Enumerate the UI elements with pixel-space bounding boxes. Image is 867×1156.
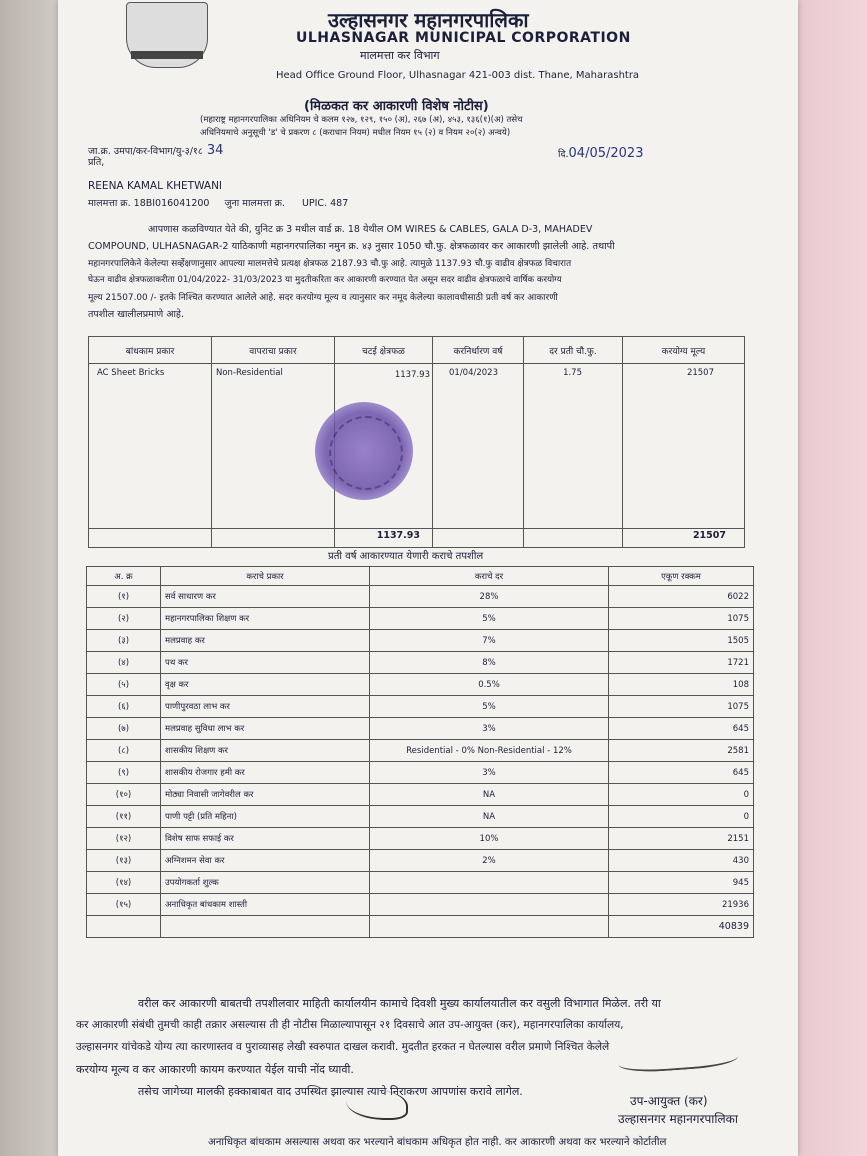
tax-type-cell: उपयोगकर्ता शुल्क (161, 872, 370, 894)
property-number: मालमत्ता क्र. 18BI016041200 जुना मालमत्ता क्र. UPIC. 487 (88, 198, 349, 209)
table-row (87, 652, 754, 674)
header-serial-no: अ. क्र (87, 567, 161, 586)
background-right (797, 0, 867, 1156)
tax-type-cell: मोठ्या निवासी जागेवरील कर (161, 784, 370, 806)
table-total-row (89, 529, 745, 548)
grand-total-row (87, 916, 754, 938)
tax-rate-cell: 8% (370, 652, 609, 674)
tax-details-table (86, 566, 754, 938)
serial-no-cell: (१०) (87, 784, 161, 806)
table-row (87, 630, 754, 652)
tax-rate-cell: NA (370, 784, 609, 806)
tax-amount-cell: 1721 (609, 652, 754, 674)
corporation-name-english: ULHASNAGAR MUNICIPAL CORPORATION (296, 30, 631, 46)
office-address: Head Office Ground Floor, Ulhasnagar 421-003 dist. Thane, Maharashtra (276, 70, 640, 81)
table-row (87, 696, 754, 718)
tax-rate-cell: 0.5% (370, 674, 609, 696)
tax-rate-cell: NA (370, 806, 609, 828)
header-total-amount: एकूण रक्कम (609, 567, 754, 586)
tax-table-caption: प्रती वर्ष आकारण्यात येणारी कराचे तपशील (328, 551, 484, 562)
corporation-emblem-logo (126, 2, 208, 68)
tax-type-cell: शासकीय रोजगार हमी कर (161, 762, 370, 784)
tax-amount-cell: 645 (609, 718, 754, 740)
tax-type-cell: पथ कर (161, 652, 370, 674)
tax-type-cell: पाणी पट्टी (प्रति महिना) (161, 806, 370, 828)
tax-rate-cell: 2% (370, 850, 609, 872)
tax-rate-cell: 28% (370, 586, 609, 608)
tax-amount-cell: 1505 (609, 630, 754, 652)
tax-type-cell: अनाधिकृत बांधकाम शास्ती (161, 894, 370, 916)
serial-no-cell: (२) (87, 608, 161, 630)
table-row (87, 828, 754, 850)
tax-rate-cell: 3% (370, 718, 609, 740)
header-tax-rate: कराचे दर (370, 567, 609, 586)
serial-no-cell: (१) (87, 586, 161, 608)
total-area: 1137.93 (335, 529, 433, 548)
tax-amount-cell: 1075 (609, 696, 754, 718)
serial-no-cell: (८) (87, 740, 161, 762)
header-carpet-area: चटई क्षेत्रफळ (335, 337, 433, 364)
taxable-value-cell: 21507 (623, 364, 745, 529)
tax-amount-cell: 645 (609, 762, 754, 784)
reference-number: जा.क्र. उमपा/कर-विभाग/यु-३/१८ 34 (88, 143, 224, 158)
serial-no-cell: (१४) (87, 872, 161, 894)
tax-amount-cell: 21936 (609, 894, 754, 916)
law-reference-line-1: (महाराष्ट्र महानगरपालिका अधिनियम चे कलम १२७, १२९, १५० (अ), २६७ (अ), ४५३, १३६(१)(अ) तसेच (200, 115, 523, 125)
usage-type-cell: Non-Residential (212, 364, 335, 529)
table-row (87, 740, 754, 762)
table-row (87, 872, 754, 894)
tax-type-cell: मलप्रवाह सुविधा लाभ कर (161, 718, 370, 740)
tax-rate-cell: 3% (370, 762, 609, 784)
table-row (87, 762, 754, 784)
tax-type-cell: सर्व साधारण कर (161, 586, 370, 608)
tax-amount-cell: 0 (609, 784, 754, 806)
tax-amount-cell: 430 (609, 850, 754, 872)
corporation-name-marathi: उल्हासनगर महानगरपालिका (328, 8, 529, 32)
grand-total-amount: 40839 (609, 916, 754, 938)
tax-amount-cell: 6022 (609, 586, 754, 608)
construction-type-cell: AC Sheet Bricks (89, 364, 212, 529)
serial-no-cell: (९) (87, 762, 161, 784)
carpet-area-cell: 1137.93 (335, 364, 433, 529)
serial-no-cell: (११) (87, 806, 161, 828)
table-row (87, 784, 754, 806)
notice-title: (मिळकत कर आकारणी विशेष नोटीस) (304, 99, 489, 114)
tax-rate-cell: Residential - 0% Non-Residential - 12% (370, 740, 609, 762)
tax-type-cell: विशेष साफ सफाई कर (161, 828, 370, 850)
tax-amount-cell: 2581 (609, 740, 754, 762)
serial-no-cell: (५) (87, 674, 161, 696)
serial-no-cell: (३) (87, 630, 161, 652)
header-rate-per-sqft: दर प्रती चौ.फु. (524, 337, 623, 364)
tax-rate-cell (370, 872, 609, 894)
tax-rate-cell: 10% (370, 828, 609, 850)
tax-type-cell: वृक्ष कर (161, 674, 370, 696)
tax-rate-cell: 7% (370, 630, 609, 652)
header-assessment-year: करनिर्धारण वर्ष (433, 337, 524, 364)
table-row (87, 586, 754, 608)
total-taxable-value: 21507 (623, 529, 745, 548)
addressee-prefix: प्रति, (88, 157, 105, 168)
tax-rate-cell (370, 894, 609, 916)
serial-no-cell: (६) (87, 696, 161, 718)
header-tax-type: कराचे प्रकार (161, 567, 370, 586)
table-row (87, 718, 754, 740)
tax-type-cell: अग्निशमन सेवा कर (161, 850, 370, 872)
table-row (87, 894, 754, 916)
signatory-organization: उल्हासनगर महानगरपालिका (618, 1112, 738, 1126)
law-reference-line-2: अधिनियमाचे अनुसूची 'ड' चे प्रकरण ८ (कराधान नियम) मधील नियम १५ (२) व नियम २०(२) अन्वये) (200, 128, 511, 138)
tax-type-cell: शासकीय शिक्षण कर (161, 740, 370, 762)
rate-cell: 1.75 (524, 364, 623, 529)
notice-document: उल्हासनगर महानगरपालिका ULHASNAGAR MUNICIPAL CORPORATION मालमत्ता कर विभाग Head Office Ground Floor, Ulhasnagar 421-003 dist. Thane, Maharashtra (मिळकत कर आकारणी विशेष नोटीस) (महाराष्ट्र महानगरपालिका अधिनियम चे कलम १२७, १२९, १५० (अ), २६७ (अ), ४५३, १३६(१)(अ) तसेच अधिनियमाचे अनुसूची 'ड' चे प्रकरण ८ (कराधान नियम) मधील नियम १५ (२) व नियम २०(२) अन्वये) जा.क्र. उमपा/कर-विभाग/यु-३/१८ 34 दि.04/05/2023 प्रति, REENA KAMAL KHETWANI मालमत्ता क्र. 18BI016041200 जुना मालमत्ता क्र. UPIC. 487 आपणास कळविण्यात येते की, युनिट क्र 3 मधील वार्ड क्र. 18 येथील OM WIRES & CABLES, GALA D-3, MAHADEV COMPOUND, ULHASNAGAR-2 याठिकाणी महानगरपालिका नमुन क्र. ४३ नुसार 1050 चौ.फु. क्षेत्रफळावर कर आकारणी झालेली आहे. तथापी महानगरपालिकेने केलेल्या सर्व्हेक्षणानुसार आपल्या मालमत्तेचे प्रत्यक्ष क्षेत्रफळ 2187.93 चौ.फु आहे. त्यामुळे 1137.93 चौ.फु वाढीव क्षेत्रफळ विचारात घेऊन वाढीव क्षेत्रफळाकरीता 01/04/2022- 31/03/2023 या मुदतीकरिता कर आकारणी करण्यात येत असून सदर वाढीव क्षेत्रफळाचे वार्षिक करयोग्य मूल्य 21507.00 /- इतके निश्चित करण्यात आलेले आहे. सदर करयोग्य मूल्य व त्यानुसार कर नमूद केलेल्या कालावधीसाठी प्रती वर्ष कर आकारणी तपशील खालीलप्रमाणे आहे. बांधकाम प्रकार वापराचा प्रकार चटई क्षेत्रफळ करनिर्धारण वर्ष दर प्रती चौ.फु. करयोग्य मूल्य AC Sheet Bricks Non-Residential 1137.93 01/04/2023 1.75 21507 1137.93 21507 प्रती वर्ष आकारण्यात येणारी कराचे तपशील अ. क्र कराचे प्रकार कराचे दर एकूण रक्कम (१) सर्व साधारण कर 28% 6022 (२) महानगरपालिका शिक्षण कर 5% 1075 (३) मलप्रवाह कर 7% 1505 (४) पथ कर 8% 1721 (५) वृक्ष कर 0.5% 108 (६) पाणीपुरवठा लाभ कर 5% 1075 (७) मलप्रवाह सुविधा लाभ कर 3% 645 (८) शासकीय शिक्षण कर Residential - 0% Non-Residential - 12% 2581 (९) शासकीय रोजगार हमी कर 3% 645 (१०) मोठ्या निवासी जागेवरील कर NA 0 (११) पाणी पट्टी (प्रति महिना) NA 0 (१२) विशेष साफ सफाई कर 10% 2151 (१३) अग्निशमन सेवा कर 2% 430 (१४) उपयोगकर्ता शुल्क 945 (१५) अनाधिकृत बांधकाम शास्ती 21936 40839 वरील कर आकारणी बाबतची तपशीलवार माहिती कार्यालयीन कामाचे दिवशी मुख्य कार्यालयातील कर वसुली विभागात मिळेल. तरी या कर आकारणी संबंधी तुमची काही तक्रार असल्यास ती ही नोटीस मिळाल्यापासून २१ दिवसाचे आत उप-आयुक्त (कर), महानगरपालिका कार्यालय, उल्हासनगर यांचेकडे योग्य त्या कारणास्तव व पुराव्यासह लेखी स्वरुपात दाखल करावी. मुदतीत हरकत न घेतल्यास वरील प्रमाणे निश्चित केलेले करयोग्य मूल्य व कर आकारणी कायम करण्यात येईल याची नोंद घ्यावी. तसेच जागेच्या मालकी हक्काबाबत वाद उपस्थित झाल्यास त्याचे निराकरण आपणांस करावे लागेल. उप-आयुक्त (कर) उल्हासनगर महानगरपालिका अनाधिकृत बांधकाम असल्यास अथवा कर भरल्याने बांधकाम अधिकृत होत नाही. कर आकारणी अथवा कर भरल्याने कोर्टातील (58, 0, 798, 1156)
table-row (87, 850, 754, 872)
handwritten-mark (346, 1090, 408, 1120)
assessment-year-cell: 01/04/2023 (433, 364, 524, 529)
serial-no-cell: (१२) (87, 828, 161, 850)
header-construction-type: बांधकाम प्रकार (89, 337, 212, 364)
serial-no-cell: (४) (87, 652, 161, 674)
serial-no-cell: (७) (87, 718, 161, 740)
header-usage-type: वापराचा प्रकार (212, 337, 335, 364)
officer-signature (617, 1042, 738, 1074)
property-assessment-table (88, 336, 745, 548)
serial-no-cell: (१५) (87, 894, 161, 916)
tax-rate-cell: 5% (370, 696, 609, 718)
table-row (87, 674, 754, 696)
table-row (87, 806, 754, 828)
department-name: मालमत्ता कर विभाग (360, 49, 440, 62)
tax-amount-cell: 0 (609, 806, 754, 828)
official-seal-stamp (315, 402, 413, 500)
serial-no-cell: (१३) (87, 850, 161, 872)
tax-amount-cell: 945 (609, 872, 754, 894)
tax-rate-cell: 5% (370, 608, 609, 630)
tax-amount-cell: 1075 (609, 608, 754, 630)
disclaimer-line: अनाधिकृत बांधकाम असल्यास अथवा कर भरल्याने बांधकाम अधिकृत होत नाही. कर आकारणी अथवा कर भरल्याने कोर्टातील (208, 1137, 667, 1148)
signatory-title: उप-आयुक्त (कर) (630, 1094, 708, 1108)
tax-amount-cell: 108 (609, 674, 754, 696)
tax-type-cell: पाणीपुरवठा लाभ कर (161, 696, 370, 718)
header-taxable-value: करयोग्य मूल्य (623, 337, 745, 364)
table-row (89, 364, 745, 529)
table-row (87, 608, 754, 630)
tax-type-cell: मलप्रवाह कर (161, 630, 370, 652)
notice-date: दि.04/05/2023 (558, 146, 644, 161)
tax-type-cell: महानगरपालिका शिक्षण कर (161, 608, 370, 630)
tax-amount-cell: 2151 (609, 828, 754, 850)
owner-name: REENA KAMAL KHETWANI (88, 180, 223, 192)
